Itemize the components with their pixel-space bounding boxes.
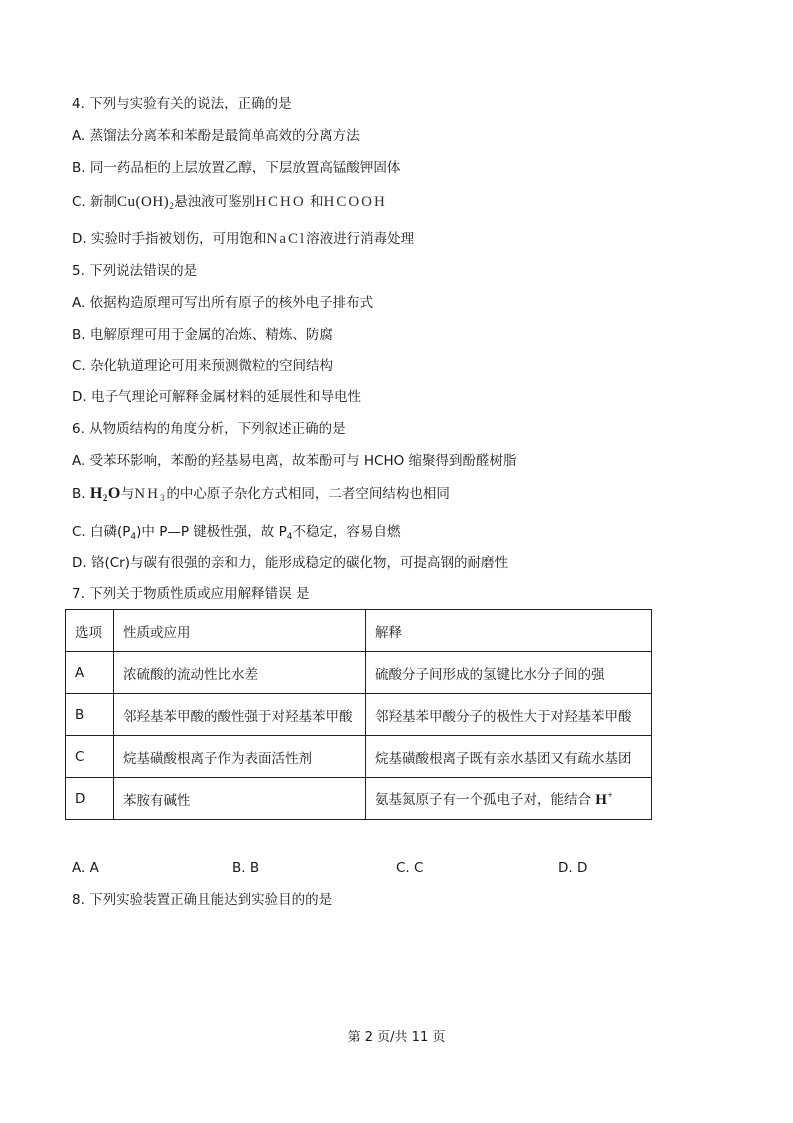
q7-table	[65, 609, 652, 820]
formula-nh3: $NH_3$	[134, 486, 167, 503]
q8-stem: 8. 下列实验装置正确且能达到实验目的的是	[72, 892, 333, 908]
table-header-row	[66, 610, 652, 652]
header-option: 选项	[66, 610, 114, 652]
table-cell: 烷基磺酸根离子既有亲水基团又有疏水基团	[366, 736, 652, 778]
q6-option-b: B. $H_2O$与$NH_3$的中心原子杂化方式相同，二者空间结构也相同	[72, 485, 450, 503]
q5-option-c: C. 杂化轨道理论可用来预测微粒的空间结构	[72, 358, 334, 374]
formula-h2o: $H_2O$	[89, 485, 121, 503]
q7-answer-a[interactable]: A. A	[72, 860, 99, 876]
formula-hcho: HCHO	[255, 194, 306, 210]
table-cell: C	[66, 736, 114, 778]
table-cell: 浓硫酸的流动性比水差	[114, 652, 366, 694]
q5-stem: 5. 下列说法错误的是	[72, 263, 198, 279]
q5-option-a: A. 依据构造原理可写出所有原子的核外电子排布式	[72, 295, 374, 311]
header-explanation: 解释	[366, 610, 652, 652]
table-cell: A	[66, 652, 114, 694]
formula-h-plus: H+	[595, 790, 614, 808]
q4-option-a: A. 蒸馏法分离苯和苯酚是最简单高效的分离方法	[72, 128, 360, 144]
q6-option-d: D. 铬(Cr)与碳有很强的亲和力，能形成稳定的碳化物，可提高钢的耐磨性	[72, 555, 508, 571]
q4-option-b: B. 同一药品柜的上层放置乙醇，下层放置高锰酸钾固体	[72, 160, 401, 176]
table-row	[66, 652, 652, 694]
table-cell: 氨基氮原子有一个孤电子对，能结合 H+	[366, 778, 652, 820]
table-row	[66, 736, 652, 778]
q4-option-c: C. 新制$Cu(OH)_2$悬浊液可鉴别HCHO 和HCOOH	[72, 194, 387, 211]
table-cell: D	[66, 778, 114, 820]
table-cell: 硫酸分子间形成的氢键比水分子间的强	[366, 652, 652, 694]
q5-option-b: B. 电解原理可用于金属的冶炼、精炼、防腐	[72, 327, 333, 343]
table-row	[66, 778, 652, 820]
page-footer: 第 2 页/共 11 页	[347, 1030, 446, 1045]
q7-answer-c[interactable]: C. C	[396, 860, 424, 876]
table-cell: 烷基磺酸根离子作为表面活性剂	[114, 736, 366, 778]
formula-hcooh: HCOOH	[323, 194, 387, 210]
formula-nacl: NaCl	[266, 231, 307, 247]
formula-cu-oh-2: $Cu(OH)_2$	[117, 194, 175, 211]
q7-answer-b[interactable]: B. B	[232, 860, 260, 876]
q4-stem: 4. 下列与实验有关的说法，正确的是	[72, 96, 292, 112]
q7-stem: 7. 下列关于物质性质或应用解释错误 是	[72, 586, 310, 602]
q4-option-d: D. 实验时手指被划伤，可用饱和NaCl溶液进行消毒处理	[72, 231, 415, 247]
table-cell: 邻羟基苯甲酸的酸性强于对羟基苯甲酸	[114, 694, 366, 736]
table-cell: 苯胺有碱性	[114, 778, 366, 820]
q6-option-c: C. 白磷$(P_4)$中 P—P 键极性强，故 $P_4$不稳定，容易自燃	[72, 524, 401, 542]
q5-option-d: D. 电子气理论可解释金属材料的延展性和导电性	[72, 389, 361, 405]
q6-stem: 6. 从物质结构的角度分析，下列叙述正确的是	[72, 421, 346, 437]
table-cell: 邻羟基苯甲酸分子的极性大于对羟基苯甲酸	[366, 694, 652, 736]
table-row	[66, 694, 652, 736]
header-property: 性质或应用	[114, 610, 366, 652]
table-cell: B	[66, 694, 114, 736]
q6-option-a: A. 受苯环影响，苯酚的羟基易电离，故苯酚可与 HCHO 缩聚得到酚醛树脂	[72, 453, 517, 469]
q7-answer-d[interactable]: D. D	[558, 860, 588, 876]
